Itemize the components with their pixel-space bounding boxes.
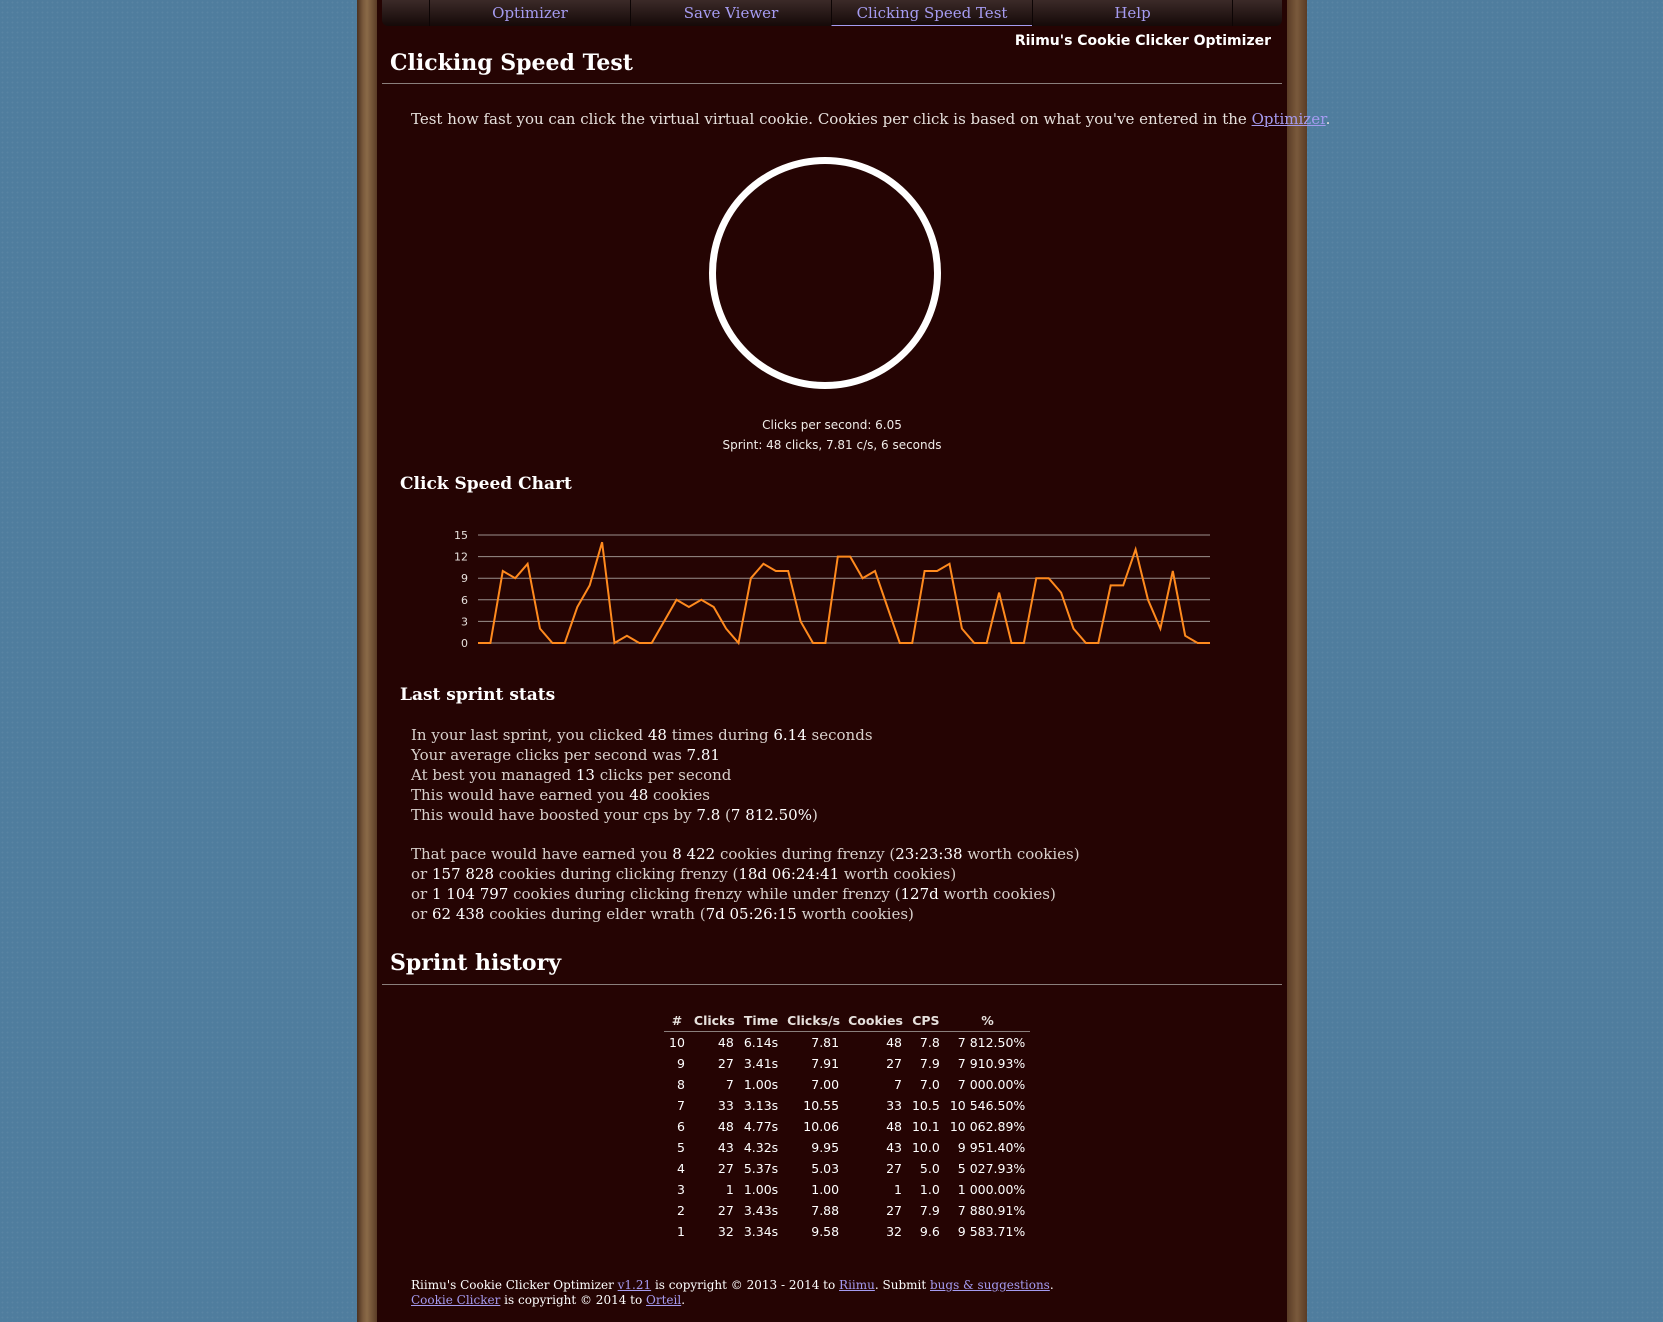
footer-link[interactable]: v1.21 <box>617 1278 652 1292</box>
stat-text: ( <box>720 806 731 824</box>
table-cell: 7.91 <box>811 1056 840 1071</box>
table-cell: 10 062.89% <box>949 1119 1026 1134</box>
stat-text: seconds <box>806 726 873 744</box>
table-cell: 9.95 <box>811 1140 840 1155</box>
stat-line <box>411 885 1056 903</box>
stat-value: 13 <box>575 766 595 784</box>
chart-y-tick-label: 9 <box>461 572 468 586</box>
table-cell: 7.81 <box>811 1035 840 1050</box>
chart-y-tick-label: 0 <box>461 637 468 650</box>
stat-text: worth cookies) <box>839 865 957 883</box>
table-cell: 7 880.91% <box>957 1203 1026 1218</box>
table-row <box>664 1053 1030 1074</box>
page-title: Clicking Speed Test <box>390 50 633 76</box>
tab-clicking-speed-test[interactable]: Clicking Speed Test <box>831 0 1032 26</box>
stat-line <box>411 746 720 764</box>
stat-text: or <box>411 865 432 883</box>
stat-value: 48 <box>629 786 649 804</box>
tab-save-viewer[interactable]: Save Viewer <box>630 0 831 26</box>
stat-text: cookies during clicking frenzy while under frenzy ( <box>508 885 901 903</box>
stat-text: cookies during elder wrath ( <box>484 905 706 923</box>
sprint-readout: Sprint: 48 clicks, 7.81 c/s, 6 seconds <box>722 438 942 452</box>
table-row <box>664 1074 1030 1095</box>
footer <box>411 1278 1054 1308</box>
table-cell: 27 <box>717 1056 734 1071</box>
stat-value: 7d 05:26:15 <box>705 905 797 923</box>
history-header-cell: Cookies <box>844 1010 907 1032</box>
table-cell: 48 <box>717 1035 734 1050</box>
table-cell: 8 <box>676 1077 685 1092</box>
table-cell: 9 951.40% <box>957 1140 1026 1155</box>
table-cell: 1 000.00% <box>957 1182 1026 1197</box>
table-cell: 1.00s <box>743 1077 779 1092</box>
table-cell: 9 583.71% <box>957 1224 1026 1239</box>
table-cell: 5.37s <box>743 1161 779 1176</box>
tab-optimizer[interactable]: Optimizer <box>429 0 630 26</box>
history-header-cell: Clicks <box>690 1010 739 1032</box>
footer-link[interactable]: Riimu <box>839 1278 875 1292</box>
table-cell: 48 <box>717 1119 734 1134</box>
stat-value: 7.81 <box>686 746 720 764</box>
table-row <box>664 1179 1030 1200</box>
chart-y-tick-label: 15 <box>454 529 468 542</box>
table-cell: 27 <box>717 1203 734 1218</box>
table-cell: 3.34s <box>743 1224 779 1239</box>
history-header-cell: # <box>664 1010 690 1032</box>
table-cell: 3.13s <box>743 1098 779 1113</box>
table-cell: 3 <box>676 1182 685 1197</box>
stat-value: 6.14 <box>773 726 807 744</box>
history-header-row <box>664 1010 1030 1032</box>
optimizer-link[interactable]: Optimizer <box>1251 110 1326 128</box>
stat-text: ) <box>811 806 818 824</box>
stat-text: worth cookies) <box>962 845 1080 863</box>
stat-line <box>411 865 956 883</box>
table-cell: 7.9 <box>919 1056 940 1071</box>
table-cell: 33 <box>717 1098 734 1113</box>
table-cell: 5.03 <box>811 1161 840 1176</box>
chart-y-tick-label: 3 <box>461 615 468 629</box>
footer-text: is copyright © 2013 - 2014 to <box>651 1278 840 1292</box>
stat-line <box>411 786 710 804</box>
stat-text: This would have earned you <box>411 786 630 804</box>
table-cell: 43 <box>886 1140 902 1155</box>
stat-line <box>411 766 731 784</box>
table-cell: 9 <box>676 1056 685 1071</box>
table-cell: 48 <box>886 1119 902 1134</box>
table-cell: 33 <box>886 1098 902 1113</box>
table-cell: 1 <box>676 1224 685 1239</box>
footer-line-2 <box>411 1293 1054 1308</box>
footer-text: . <box>1049 1278 1054 1292</box>
footer-text: Riimu's Cookie Clicker Optimizer <box>411 1278 618 1292</box>
history-divider <box>382 984 1282 985</box>
table-cell: 5 027.93% <box>957 1161 1026 1176</box>
history-header-cell: CPS <box>907 1010 945 1032</box>
virtual-cookie-button[interactable] <box>709 157 941 389</box>
table-cell: 9.58 <box>811 1224 840 1239</box>
table-cell: 4.77s <box>743 1119 779 1134</box>
click-speed-chart <box>440 525 1220 655</box>
table-cell: 10.1 <box>911 1119 940 1134</box>
stat-value: 127d <box>900 885 939 903</box>
history-header-cell: Clicks/s <box>783 1010 844 1032</box>
footer-line-1 <box>411 1278 1054 1293</box>
title-divider <box>382 83 1282 84</box>
table-cell: 1 <box>725 1182 734 1197</box>
table-row <box>664 1116 1030 1137</box>
table-cell: 10.06 <box>803 1119 840 1134</box>
table-cell: 6 <box>676 1119 685 1134</box>
stat-value: 7 812.50% <box>730 806 812 824</box>
top-navigation <box>382 0 1282 26</box>
table-cell: 5.0 <box>919 1161 940 1176</box>
site-brand: Riimu's Cookie Clicker Optimizer <box>1014 33 1271 49</box>
stat-text: This would have boosted your cps by <box>411 806 697 824</box>
table-cell: 10.5 <box>911 1098 940 1113</box>
stat-text: cookies <box>648 786 710 804</box>
table-cell: 43 <box>717 1140 734 1155</box>
table-cell: 27 <box>886 1056 902 1071</box>
table-cell: 7 <box>725 1077 734 1092</box>
table-cell: 7 000.00% <box>957 1077 1026 1092</box>
stat-text: That pace would have earned you <box>411 845 673 863</box>
table-row <box>664 1095 1030 1116</box>
table-cell: 32 <box>717 1224 734 1239</box>
sprint-history-table <box>664 1010 1030 1242</box>
footer-text: . Submit <box>874 1278 930 1292</box>
intro-end: . <box>1325 110 1331 128</box>
chart-series-line <box>478 542 1210 643</box>
stat-line <box>411 905 914 923</box>
stat-value: 62 438 <box>431 905 485 923</box>
table-cell: 2 <box>676 1203 685 1218</box>
table-cell: 9.6 <box>919 1224 940 1239</box>
footer-text: is copyright © 2014 to <box>500 1293 647 1307</box>
history-header-cell: Time <box>739 1010 783 1032</box>
stat-value: 48 <box>647 726 667 744</box>
stat-text: worth cookies) <box>938 885 1056 903</box>
table-cell: 7.0 <box>919 1077 940 1092</box>
table-cell: 5 <box>676 1140 685 1155</box>
clicks-per-second-readout: Clicks per second: 6.05 <box>762 418 902 432</box>
sprint-stats-title: Last sprint stats <box>400 685 556 705</box>
table-cell: 7.9 <box>919 1203 940 1218</box>
table-cell: 6.14s <box>743 1035 779 1050</box>
table-cell: 10 <box>669 1035 685 1050</box>
table-cell: 10 546.50% <box>949 1098 1026 1113</box>
table-cell: 7 <box>894 1077 902 1092</box>
table-cell: 7 910.93% <box>957 1056 1026 1071</box>
stat-value: 157 828 <box>431 865 495 883</box>
stat-text: clicks per second <box>594 766 732 784</box>
tab-help[interactable]: Help <box>1032 0 1233 26</box>
stat-text: At best you managed <box>411 766 576 784</box>
table-cell: 48 <box>886 1035 902 1050</box>
stat-text: Your average clicks per second was <box>411 746 687 764</box>
footer-link[interactable]: Cookie Clicker <box>411 1293 501 1307</box>
footer-link[interactable]: bugs & suggestions <box>929 1278 1050 1292</box>
table-row <box>664 1137 1030 1158</box>
table-cell: 1 <box>894 1182 902 1197</box>
table-cell: 7 812.50% <box>957 1035 1026 1050</box>
stat-text: times during <box>666 726 774 744</box>
stat-text: or <box>411 905 432 923</box>
stat-value: 23:23:38 <box>895 845 963 863</box>
stat-value: 18d 06:24:41 <box>738 865 840 883</box>
table-cell: 7 <box>676 1098 685 1113</box>
stat-line <box>411 806 818 824</box>
footer-link[interactable]: Orteil <box>646 1293 682 1307</box>
sprint-history-title: Sprint history <box>390 950 561 976</box>
stat-text: cookies during clicking frenzy ( <box>494 865 739 883</box>
stat-value: 1 104 797 <box>431 885 509 903</box>
table-cell: 1.00 <box>811 1182 840 1197</box>
table-cell: 7.00 <box>811 1077 840 1092</box>
table-row <box>664 1158 1030 1179</box>
stat-text: cookies during frenzy ( <box>715 845 896 863</box>
chart-y-tick-label: 6 <box>461 593 468 607</box>
chart-section-title: Click Speed Chart <box>400 474 572 494</box>
stat-text: or <box>411 885 432 903</box>
table-cell: 1.0 <box>919 1182 940 1197</box>
stat-text: In your last sprint, you clicked <box>411 726 648 744</box>
table-cell: 4 <box>676 1161 685 1176</box>
table-cell: 7.88 <box>811 1203 840 1218</box>
stat-line <box>411 726 873 744</box>
table-cell: 27 <box>886 1161 902 1176</box>
stat-text: worth cookies) <box>796 905 914 923</box>
footer-text: . <box>681 1293 686 1307</box>
table-row <box>664 1221 1030 1242</box>
table-cell: 32 <box>886 1224 902 1239</box>
history-header-cell: % <box>945 1010 1031 1032</box>
table-cell: 3.43s <box>743 1203 779 1218</box>
table-cell: 10.55 <box>803 1098 840 1113</box>
table-cell: 10.0 <box>911 1140 940 1155</box>
table-row <box>664 1200 1030 1221</box>
intro-body: Test how fast you can click the virtual virtual cookie. Cookies per click is based on what you've entered in the <box>411 110 1252 128</box>
intro-text <box>411 110 1330 128</box>
table-cell: 1.00s <box>743 1182 779 1197</box>
chart-y-tick-label: 12 <box>454 550 468 564</box>
table-cell: 27 <box>886 1203 902 1218</box>
table-row <box>664 1032 1030 1054</box>
stat-value: 7.8 <box>696 806 721 824</box>
table-cell: 4.32s <box>743 1140 779 1155</box>
stat-value: 8 422 <box>672 845 716 863</box>
stat-line <box>411 845 1080 863</box>
table-cell: 3.41s <box>743 1056 779 1071</box>
table-cell: 7.8 <box>919 1035 940 1050</box>
table-cell: 27 <box>717 1161 734 1176</box>
